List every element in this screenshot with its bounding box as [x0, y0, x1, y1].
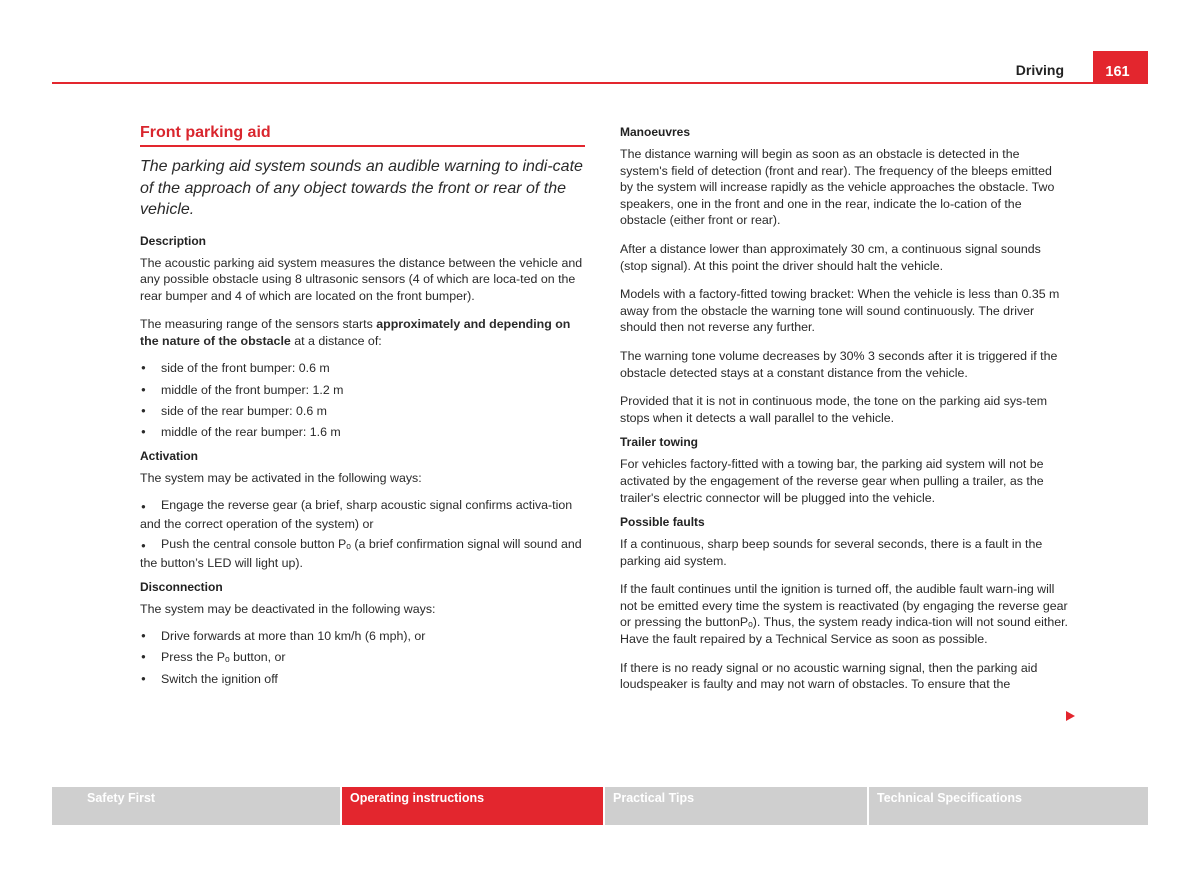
- disconnection-heading: Disconnection: [140, 579, 223, 594]
- activation-text: The system may be activated in the following ways:: [140, 470, 422, 485]
- faults-text: If the fault continues until the ignition is turned off, the audible fault warn-ing will not be emitted every time the system is reactivated (by engaging the reverse gear or pressing the buttonPₒ). Thus, the system ready indica-tion will not sound either. Have the fault repaired by a Technical Service as soon as possible.: [620, 582, 1068, 647]
- measuring-range-bold: approximately and depending on the nature of the obstacle: [140, 317, 571, 348]
- tab-technical-specifications[interactable]: Technical Specifications: [869, 787, 1148, 825]
- section-title: Front parking aid: [140, 124, 585, 147]
- list-item: ● Engage the reverse gear (a brief, sharp acoustic signal confirms activa-tion and the correct operation of the system) or: [140, 497, 585, 532]
- activation-heading: Activation: [140, 448, 199, 463]
- measuring-range-post: at a distance of:: [290, 333, 382, 348]
- list-item: ● side of the front bumper: 0.6 m: [140, 360, 585, 377]
- manoeuvres-text: The warning tone volume decreases by 30% 3 seconds after it is triggered if the obstacle detected stays at a constant distance from the vehicle.: [620, 348, 1058, 380]
- page-number-box: [1093, 51, 1148, 84]
- list-item: ● Switch the ignition off: [140, 671, 585, 688]
- tab-practical-tips[interactable]: Practical Tips: [605, 787, 867, 825]
- disconnection-text: The system may be deactivated in the following ways:: [140, 601, 436, 616]
- left-column: [140, 122, 585, 692]
- measuring-range-pre: The measuring range of the sensors starts: [140, 317, 377, 332]
- manoeuvres-text: The distance warning will begin as soon as an obstacle is detected in the system's field of detection (front and rear). The frequency of the bleeps emitted by the system will increase rapidly as the vehicle approaches the obstacle. Two speakers, one in the front and one in the rear, indicate the lo-cation of the obstacle (either front or rear).: [620, 147, 1055, 228]
- header-rule: [52, 82, 1148, 84]
- manoeuvres-text: Models with a factory-fitted towing bracket: When the vehicle is less than 0.35 m away from the obstacle the warning tone will sound continuously. The driver should then not reverse any further.: [620, 287, 1060, 335]
- trailer-heading: Trailer towing: [620, 435, 699, 450]
- list-item: ● Push the central console button Pₒ (a brief confirmation signal will sound and the button’s LED will light up).: [140, 536, 585, 571]
- manoeuvres-text: After a distance lower than approximately 30 cm, a continuous signal sounds (stop signal). At this point the driver should halt the vehicle.: [620, 241, 1041, 273]
- faults-text: If there is no ready signal or no acoustic warning signal, then the parking aid loudspeaker is faulty and may not warn of obstacles. To ensure that the: [620, 660, 1038, 692]
- faults-heading: Possible faults: [620, 515, 705, 530]
- activation-list: [140, 497, 585, 571]
- trailer-text: For vehicles factory-fitted with a towing bar, the parking aid system will not be activated by the engagement of the reverse gear when pulling a trailer, as the trailer's electric connector will be plugged into the vehicle.: [620, 457, 1044, 505]
- list-item: ● middle of the front bumper: 1.2 m: [140, 382, 585, 399]
- disconnection-list: [140, 628, 585, 687]
- measuring-range-text: [140, 316, 585, 349]
- continue-arrow-icon: [1066, 711, 1075, 721]
- manoeuvres-heading: Manoeuvres: [620, 125, 691, 139]
- list-item: ● Drive forwards at more than 10 km/h (6 mph), or: [140, 628, 585, 645]
- page-number: 161: [1105, 64, 1130, 80]
- description-heading: Description: [140, 233, 207, 248]
- manoeuvres-text: Provided that it is not in continuous mode, the tone on the parking aid sys-tem stops when it detects a wall parallel to the vehicle.: [620, 394, 1048, 425]
- list-item: ● Press the Pₒ button, or: [140, 649, 585, 666]
- description-text: The acoustic parking aid system measures the distance between the vehicle and any possible obstacle using 8 ultrasonic sensors (4 of which are loca-ted on the rear bumper and 4 of which are located on the front bumper).: [140, 255, 583, 303]
- section-name: Driving: [1015, 62, 1064, 78]
- range-list: [140, 360, 585, 440]
- faults-text: If a continuous, sharp beep sounds for several seconds, there is a fault in the parking aid system.: [620, 537, 1043, 568]
- lead-text: The parking aid system sounds an audible warning to indi-cate of the approach of any object towards the front or rear of the vehicle.: [140, 158, 583, 218]
- footer-tabs: [52, 787, 1148, 825]
- list-item: ● middle of the rear bumper: 1.6 m: [140, 424, 585, 441]
- list-item: ● side of the rear bumper: 0.6 m: [140, 403, 585, 420]
- tab-safety-first[interactable]: Safety First: [52, 787, 340, 825]
- tab-operating-instructions[interactable]: Operating instructions: [342, 787, 603, 825]
- right-column: [620, 122, 1068, 693]
